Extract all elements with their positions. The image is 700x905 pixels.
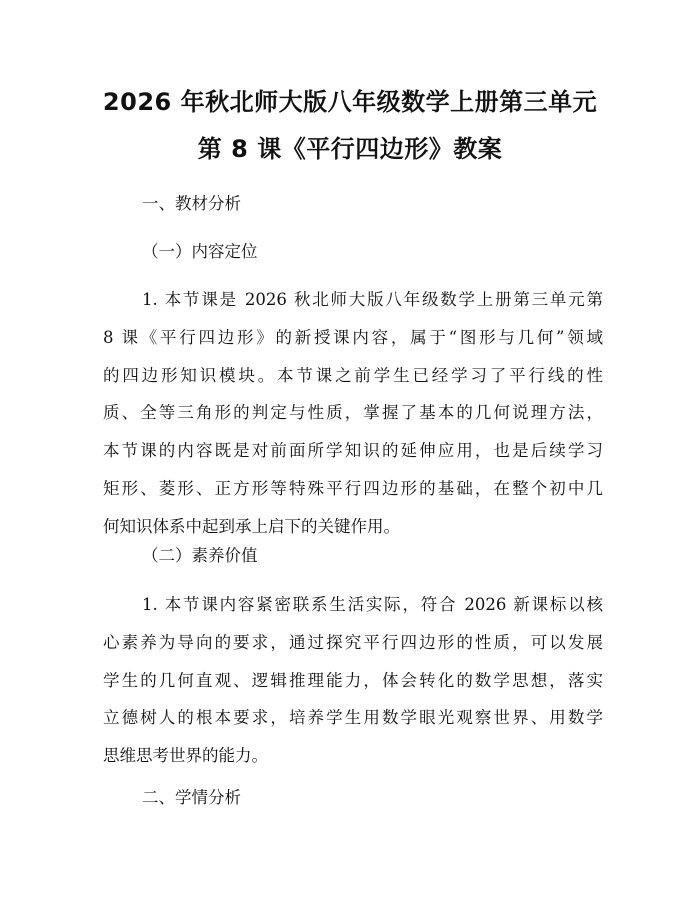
subsection-heading-literacy-value: （二）素养价值: [142, 546, 258, 565]
section-heading-student-analysis: 二、学情分析: [142, 788, 241, 807]
section-heading-teaching-material-analysis: 一、教材分析: [142, 194, 241, 213]
paragraph-line: 学生的几何直观、逻辑推理能力，体会转化的数学思想，落实: [103, 670, 603, 690]
paragraph-line: 何知识体系中起到承上启下的关键作用。: [103, 516, 400, 536]
paragraph-line: 1. 本节课是 2026 秋北师大版八年级数学上册第三单元第: [142, 290, 603, 309]
paragraph-literacy-value: [103, 594, 603, 783]
document-title-line-1: 2026 年秋北师大版八年级数学上册第三单元: [102, 88, 598, 116]
paragraph-line: 矩形、菱形、正方形等特殊平行四边形的基础，在整个初中几: [103, 478, 603, 498]
paragraph-content-positioning: [103, 289, 603, 554]
paragraph-line: 思维思考世界的能力。: [103, 746, 268, 766]
paragraph-line: 立德树人的根本要求，培养学生用数学眼光观察世界、用数学: [103, 708, 603, 728]
document-title-line-2: 第 8 课《平行四边形》教案: [197, 135, 503, 163]
paragraph-line: 心素养为导向的要求，通过探究平行四边形的性质，可以发展: [103, 632, 603, 652]
paragraph-line: 1. 本节课内容紧密联系生活实际，符合 2026 新课标以核: [142, 595, 603, 614]
paragraph-line: 质、全等三角形的判定与性质，掌握了基本的几何说理方法，: [103, 403, 603, 423]
paragraph-line: 8 课《平行四边形》的新授课内容，属于“图形与几何”领域: [103, 327, 603, 347]
paragraph-line: 本节课的内容既是对前面所学知识的延伸应用，也是后续学习: [103, 441, 603, 461]
paragraph-line: 的四边形知识模块。本节课之前学生已经学习了平行线的性: [103, 365, 603, 385]
subsection-heading-content-positioning: （一）内容定位: [142, 242, 258, 261]
